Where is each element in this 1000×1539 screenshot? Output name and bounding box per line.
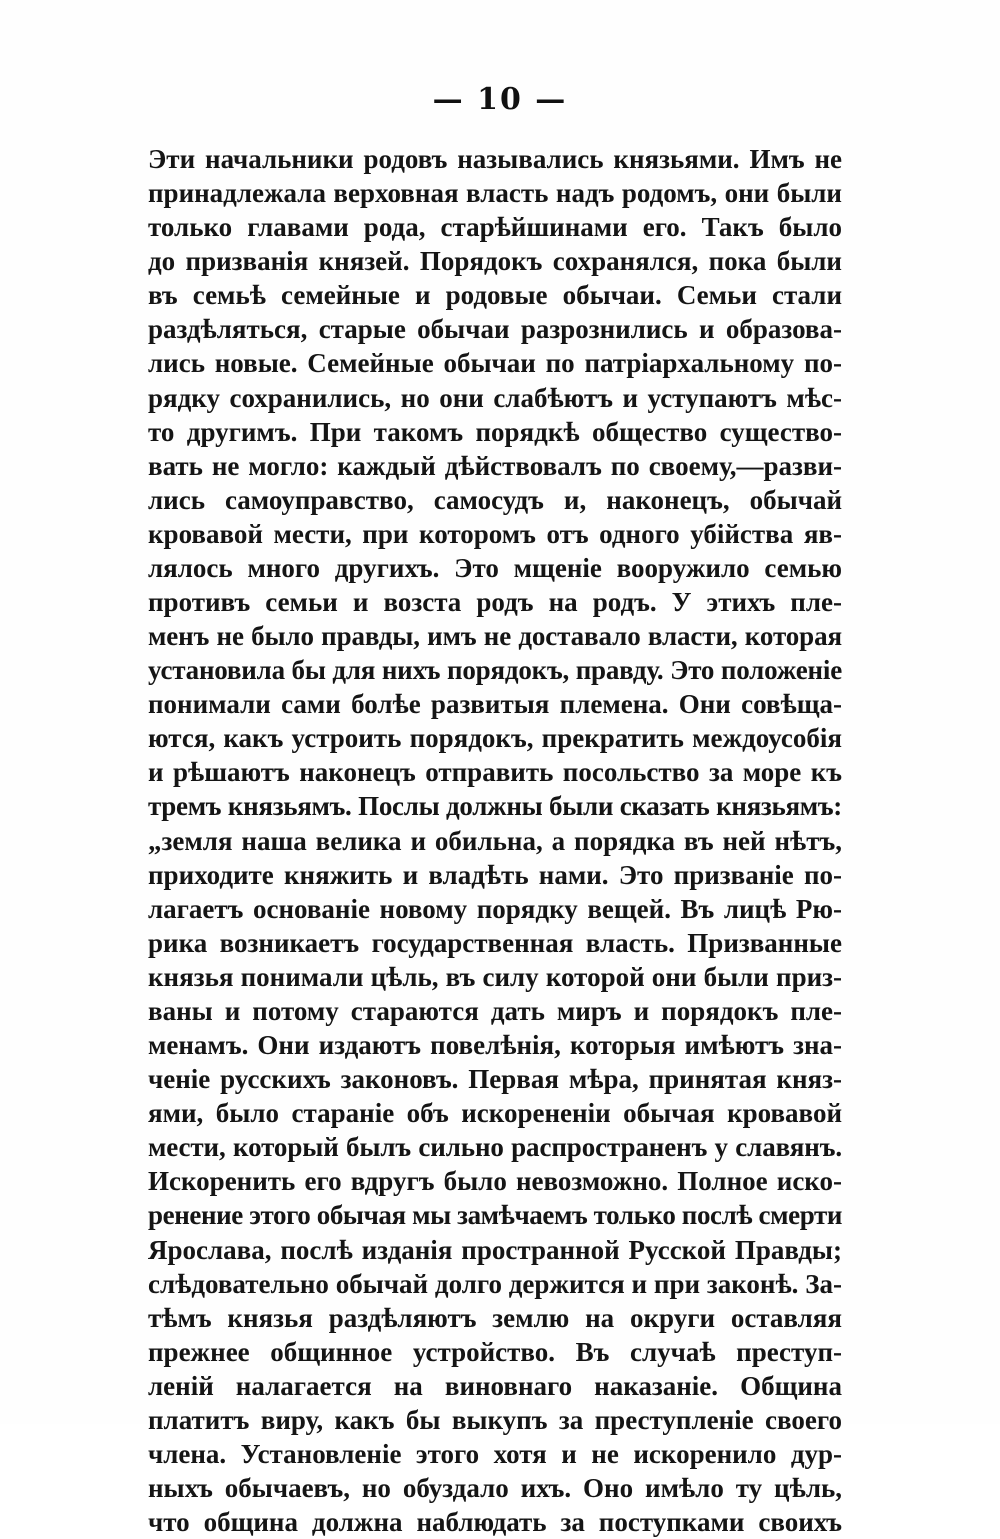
text-line: тѣмъ князья раздѣляютъ землю на округи оставляя xyxy=(148,1302,842,1333)
text-line: ваны и потому стараются дать миръ и порядокъ пле- xyxy=(148,995,842,1026)
text-line: то другимъ. При такомъ порядкѣ общество существо- xyxy=(148,416,842,447)
text-line: раздѣляться, старые обычаи разрознились и образова- xyxy=(148,314,842,345)
text-line: ются, какъ устроить порядокъ, прекратить междоусобія xyxy=(148,723,842,754)
text-line: леній налагается на виновнаго наказаніе. Община xyxy=(148,1370,842,1401)
text-line: лагаетъ основаніе новому порядку вещей. Въ лицѣ Рю- xyxy=(148,893,842,924)
text-line: члена. Установленіе этого хотя и не искоренило дур- xyxy=(148,1438,842,1469)
text-line: рика возникаетъ государственная власть. Призванные xyxy=(148,927,842,958)
body-text xyxy=(148,142,842,1539)
text-line: до призванія князей. Порядокъ сохранялся, пока были xyxy=(148,246,842,277)
text-line: понимали сами болѣе развитыя племена. Они совѣща- xyxy=(148,689,842,720)
text-line: вать не могло: каждый дѣйствовалъ по своему,—разви- xyxy=(148,450,842,481)
text-line: лись новые. Семейные обычаи по патріархальному по- xyxy=(148,348,842,379)
text-line: только главами рода, старѣйшинами его. Такъ было xyxy=(148,212,842,243)
text-line: платитъ виру, какъ бы выкупъ за преступленіе своего xyxy=(148,1404,842,1435)
text-line: Искоренить его вдругъ было невозможно. Полное иско- xyxy=(148,1166,842,1197)
text-line: Ярослава, послѣ изданія пространной Русской Правды; xyxy=(148,1234,842,1265)
text-line: князья понимали цѣль, въ силу которой они были приз- xyxy=(148,961,842,992)
text-line: слѣдовательно обычай долго держится и при законѣ. За- xyxy=(148,1268,842,1299)
text-line: лялось много другихъ. Это мщеніе вооружило семью xyxy=(148,552,842,583)
text-line: ченіе русскихъ законовъ. Первая мѣра, принятая княз- xyxy=(148,1064,842,1095)
text-line: въ семьѣ семейные и родовые обычаи. Семьи стали xyxy=(148,280,842,311)
text-line: противъ семьи и возста родъ на родъ. У этихъ пле- xyxy=(148,587,842,618)
text-line: „земля наша велика и обильна, а порядка въ ней нѣтъ, xyxy=(148,825,842,856)
text-line: принадлежала верховная власть надъ родомъ, они были xyxy=(148,178,842,209)
text-line: ренение этого обычая мы замѣчаемъ только послѣ смерти xyxy=(148,1200,842,1231)
text-line: мести, который былъ сильно распространенъ у славянъ. xyxy=(148,1132,842,1163)
text-line: лись самоуправство, самосудъ и, наконецъ, обычай xyxy=(148,484,842,515)
text-line: и рѣшаютъ наконецъ отправить посольство за море къ xyxy=(148,757,842,788)
text-line: прежнее общинное устройство. Въ случаѣ преступ- xyxy=(148,1336,842,1367)
text-line: кровавой мести, при которомъ отъ одного убійства яв- xyxy=(148,518,842,549)
text-line: ныхъ обычаевъ, но обуздало ихъ. Оно имѣло ту цѣль, xyxy=(148,1473,842,1504)
text-line: ями, было стараніе объ искорененіи обычая кровавой xyxy=(148,1098,842,1129)
text-line: тремъ князьямъ. Послы должны были сказать князьямъ: xyxy=(148,791,842,822)
text-line: установила бы для нихъ порядокъ, правду. Это положеніе xyxy=(148,655,842,686)
text-line: приходите княжить и владѣть нами. Это призваніе по- xyxy=(148,859,842,890)
text-line: что община должна наблюдать за поступками своихъ xyxy=(148,1507,842,1538)
text-line: менъ не было правды, имъ не доставало власти, которая xyxy=(148,621,842,652)
text-line: рядку сохранились, но они слабѣютъ и уступаютъ мѣс- xyxy=(148,382,842,413)
text-line: менамъ. Они издаютъ повелѣнія, которыя имѣютъ зна- xyxy=(148,1030,842,1061)
page-number: — 10 — xyxy=(432,82,568,117)
text-line: Эти начальники родовъ назывались князьями. Имъ не xyxy=(148,144,842,174)
